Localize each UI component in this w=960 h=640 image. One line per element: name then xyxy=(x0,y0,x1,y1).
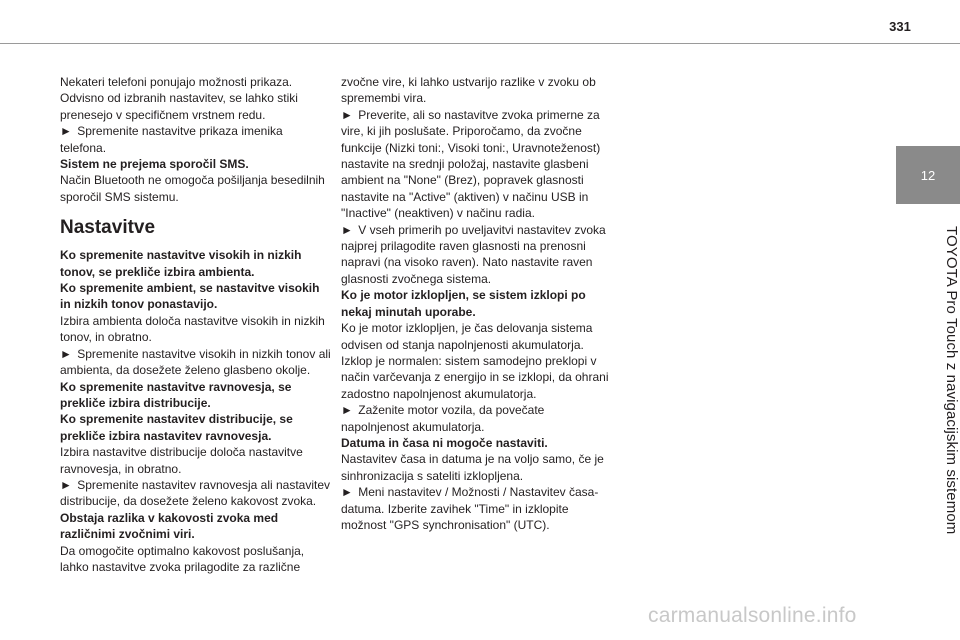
question-heading: Ko je motor izklopljen, se sistem izklopi po nekaj minutah uporabe. xyxy=(341,288,586,319)
page-number: 331 xyxy=(889,19,911,34)
question-heading: Ko spremenite ambient, se nastavitve visokih in nizkih tonov ponastavijo. xyxy=(60,281,320,312)
header-divider xyxy=(0,43,960,44)
chapter-title: TOYOTA Pro Touch z navigacijskim sistemom xyxy=(943,225,960,535)
left-column xyxy=(60,74,332,575)
question-heading: Ko spremenite nastavitev distribucije, se prekliče izbira nastavitev ravnovesja. xyxy=(60,412,293,443)
bullet-arrow-icon: ► xyxy=(341,485,353,500)
paragraph: Izbira ambienta določa nastavitve visokih in nizkih tonov, in obratno. xyxy=(60,313,325,345)
paragraph: zvočne vire, ki lahko ustvarijo razlike v zvoku ob spremembi vira. xyxy=(341,75,596,106)
paragraph: Da omogočite optimalno kakovost poslušanja, lahko nastavitve zvoka prilagodite za različne xyxy=(60,543,305,574)
bullet-item: ► Spremenite nastavitve visokih in nizkih tonov ali ambienta, da dosežete želeno glasbeno okolje. xyxy=(60,346,331,378)
question-heading: Ko spremenite nastavitve visokih in nizkih tonov, se prekliče izbira ambienta. xyxy=(60,248,302,279)
bullet-item: ► Preverite, ali so nastavitve zvoka primerne za vire, ki jih poslušate. Priporočamo, da zvočne funkcije (Nizki toni:, Visoki toni:, Uravnoteženost) nastavite na srednji položaj, nastavite glasbeni ambient na "None" (Brez), popravek glasnosti nastavite na "Active" (aktiven) v načinu USB in "Inactive" (neaktiven) v načinu radia. xyxy=(341,107,601,221)
bullet-item: ► Spremenite nastavitve prikaza imenika telefona. xyxy=(60,124,283,155)
question-heading: Datuma in časa ni mogoče nastaviti. xyxy=(341,435,548,450)
section-heading: Nastavitve xyxy=(60,217,156,239)
chapter-tab[interactable] xyxy=(896,146,960,204)
bullet-item: ► Zaženite motor vozila, da povečate napolnjenost akumulatorja. xyxy=(341,403,545,434)
bullet-item: ► V vseh primerih po uveljavitvi nastavitev zvoka najprej prilagodite raven glasnosti na prenosni napravi (na visoko raven). Nato nastavite raven glasnosti zvočnega sistema. xyxy=(341,222,606,286)
paragraph: Nastavitev časa in datuma je na voljo samo, če je sinhronizacija s sateliti izklopljena. xyxy=(341,452,604,483)
bullet-arrow-icon: ► xyxy=(341,107,353,122)
paragraph: Ko je motor izklopljen, je čas delovanja sistema odvisen od stanja napolnjenosti akumulatorja. xyxy=(341,321,593,352)
bullet-arrow-icon: ► xyxy=(60,477,72,492)
bullet-item: ► Meni nastavitev / Možnosti / Nastavitev časa-datuma. Izberite zavihek "Time" in izklopite možnost "GPS synchronisation" (UTC). xyxy=(341,485,599,532)
right-column xyxy=(341,74,609,533)
paragraph: Izbira nastavitve distribucije določa nastavitve ravnovesja, in obratno. xyxy=(60,445,303,476)
bullet-arrow-icon: ► xyxy=(341,222,353,237)
watermark: carmanualsonline.info xyxy=(648,604,857,627)
paragraph: Izklop je normalen: sistem samodejno preklopi v način varčevanja z energijo in se izklopi, da ohrani zadostno napolnjenost akumulatorja. xyxy=(341,353,609,401)
bullet-arrow-icon: ► xyxy=(341,403,353,418)
paragraph: Nekateri telefoni ponujajo možnosti prikaza. Odvisno od izbranih nastavitev, se lahko stiki prenesejo v specifičnem vrstnem redu. xyxy=(60,75,298,122)
bullet-item: ► Spremenite nastavitev ravnovesja ali nastavitev distribucije, da dosežete želeno kakovost zvoka. xyxy=(60,477,331,509)
bullet-arrow-icon: ► xyxy=(60,346,72,361)
question-heading: Ko spremenite nastavitve ravnovesja, se prekliče izbira distribucije. xyxy=(60,379,292,410)
question-heading: Obstaja razlika v kakovosti zvoka med različnimi zvočnimi viri. xyxy=(60,510,279,542)
chapter-number: 12 xyxy=(920,167,936,183)
paragraph: Način Bluetooth ne omogoča pošiljanja besedilnih sporočil SMS sistemu. xyxy=(60,173,325,204)
question-heading: Sistem ne prejema sporočil SMS. xyxy=(60,157,249,172)
bullet-arrow-icon: ► xyxy=(60,124,72,139)
